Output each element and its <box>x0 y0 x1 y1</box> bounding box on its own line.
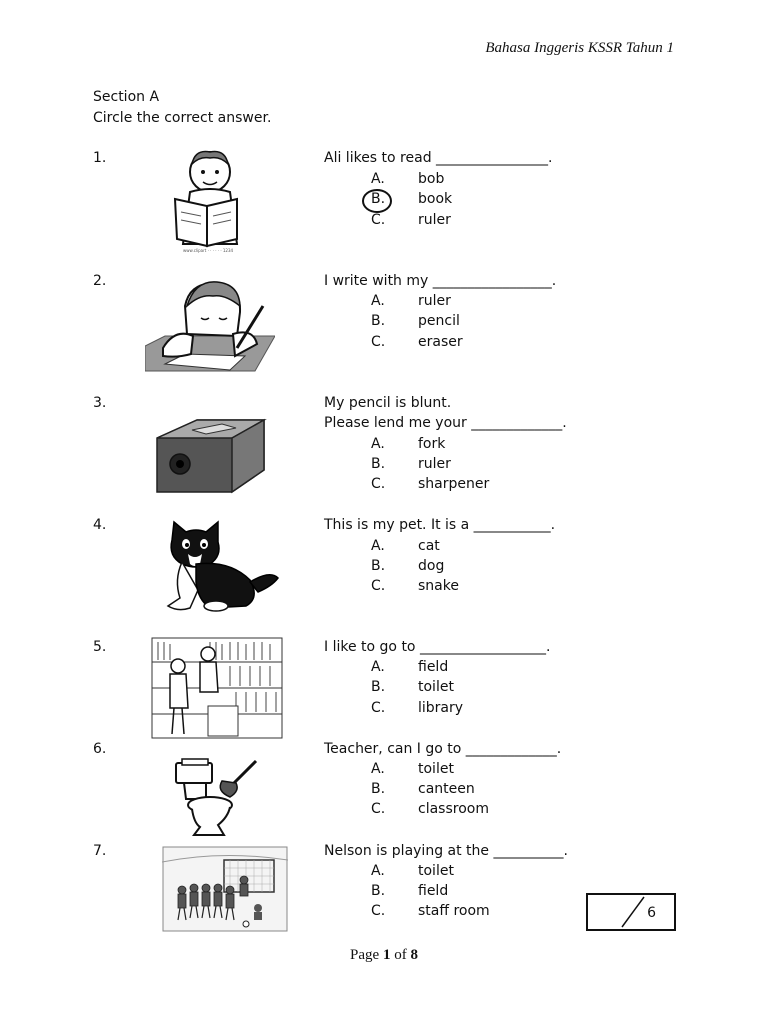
pencil-sharpener-image <box>152 414 272 498</box>
boy-reading-book-image <box>165 144 255 254</box>
question-text: I write with my _________________. <box>324 273 557 289</box>
option-text: toilet <box>418 679 454 695</box>
option-text: dog <box>418 558 445 574</box>
option-text: toilet <box>418 863 454 879</box>
score-slash-icon <box>588 895 674 929</box>
section-instruction: Circle the correct answer. <box>93 110 272 126</box>
option-letter: B. <box>371 313 386 329</box>
option-text: canteen <box>418 781 475 797</box>
question-number: 4. <box>93 517 107 533</box>
score-box <box>586 893 676 931</box>
option-text: classroom <box>418 801 489 817</box>
option-letter: A. <box>371 293 385 309</box>
option-letter: C. <box>371 578 386 594</box>
option-letter: B. <box>371 456 386 472</box>
option-letter: C. <box>371 476 386 492</box>
svg-text:www.clipart · · · · · · 1234: www.clipart · · · · · · 1234 <box>183 248 234 253</box>
score-total: 6 <box>647 905 656 921</box>
option-text: staff room <box>418 903 490 919</box>
football-field-image <box>162 846 288 932</box>
option-letter: C. <box>371 801 386 817</box>
option-letter: C. <box>371 334 386 350</box>
option-letter: B. <box>371 191 386 207</box>
option-text: pencil <box>418 313 460 329</box>
cat-image <box>160 520 282 615</box>
option-letter: B. <box>371 781 386 797</box>
option-letter: C. <box>371 212 386 228</box>
option-text: bob <box>418 171 445 187</box>
option-letter: A. <box>371 863 385 879</box>
question-text: Nelson is playing at the __________. <box>324 843 568 859</box>
option-text: book <box>418 191 453 207</box>
section-title: Section A <box>93 89 160 105</box>
option-text: sharpener <box>418 476 490 492</box>
option-text: cat <box>418 538 440 554</box>
option-letter: C. <box>371 903 386 919</box>
total-pages: 8 <box>410 947 418 963</box>
page-footer <box>0 947 768 964</box>
option-letter: A. <box>371 171 385 187</box>
page-label: Page <box>350 947 383 963</box>
question-text: This is my pet. It is a ___________. <box>324 517 556 533</box>
option-text: ruler <box>418 293 451 309</box>
question-number: 3. <box>93 395 107 411</box>
document-header: Bahasa Inggeris KSSR Tahun 1 <box>485 40 674 56</box>
toilet-plunger-image <box>170 757 260 839</box>
option-letter: B. <box>371 679 386 695</box>
option-text: ruler <box>418 212 451 228</box>
question-number: 5. <box>93 639 107 655</box>
option-letter: A. <box>371 659 385 675</box>
question-text: Please lend me your _____________. <box>324 415 567 431</box>
option-letter: C. <box>371 700 386 716</box>
option-text: snake <box>418 578 459 594</box>
question-number: 6. <box>93 741 107 757</box>
option-letter: B. <box>371 883 386 899</box>
option-letter: B. <box>371 558 386 574</box>
option-text: toilet <box>418 761 454 777</box>
option-letter: A. <box>371 436 385 452</box>
option-letter: A. <box>371 761 385 777</box>
option-text: eraser <box>418 334 463 350</box>
boy-writing-image <box>145 276 275 376</box>
current-page: 1 <box>382 947 391 963</box>
question-text: Ali likes to read ________________. <box>324 150 553 166</box>
question-number: 1. <box>93 150 107 166</box>
option-text: field <box>418 883 449 899</box>
option-text: fork <box>418 436 446 452</box>
question-text: Teacher, can I go to _____________. <box>324 741 562 757</box>
question-text: My pencil is blunt. <box>324 395 452 411</box>
question-number: 2. <box>93 273 107 289</box>
option-text: field <box>418 659 449 675</box>
option-text: library <box>418 700 464 716</box>
option-text: ruler <box>418 456 451 472</box>
question-number: 7. <box>93 843 107 859</box>
library-image <box>150 636 284 740</box>
option-letter: A. <box>371 538 385 554</box>
page-of-label: of <box>390 947 411 963</box>
question-text: I like to go to __________________. <box>324 639 551 655</box>
